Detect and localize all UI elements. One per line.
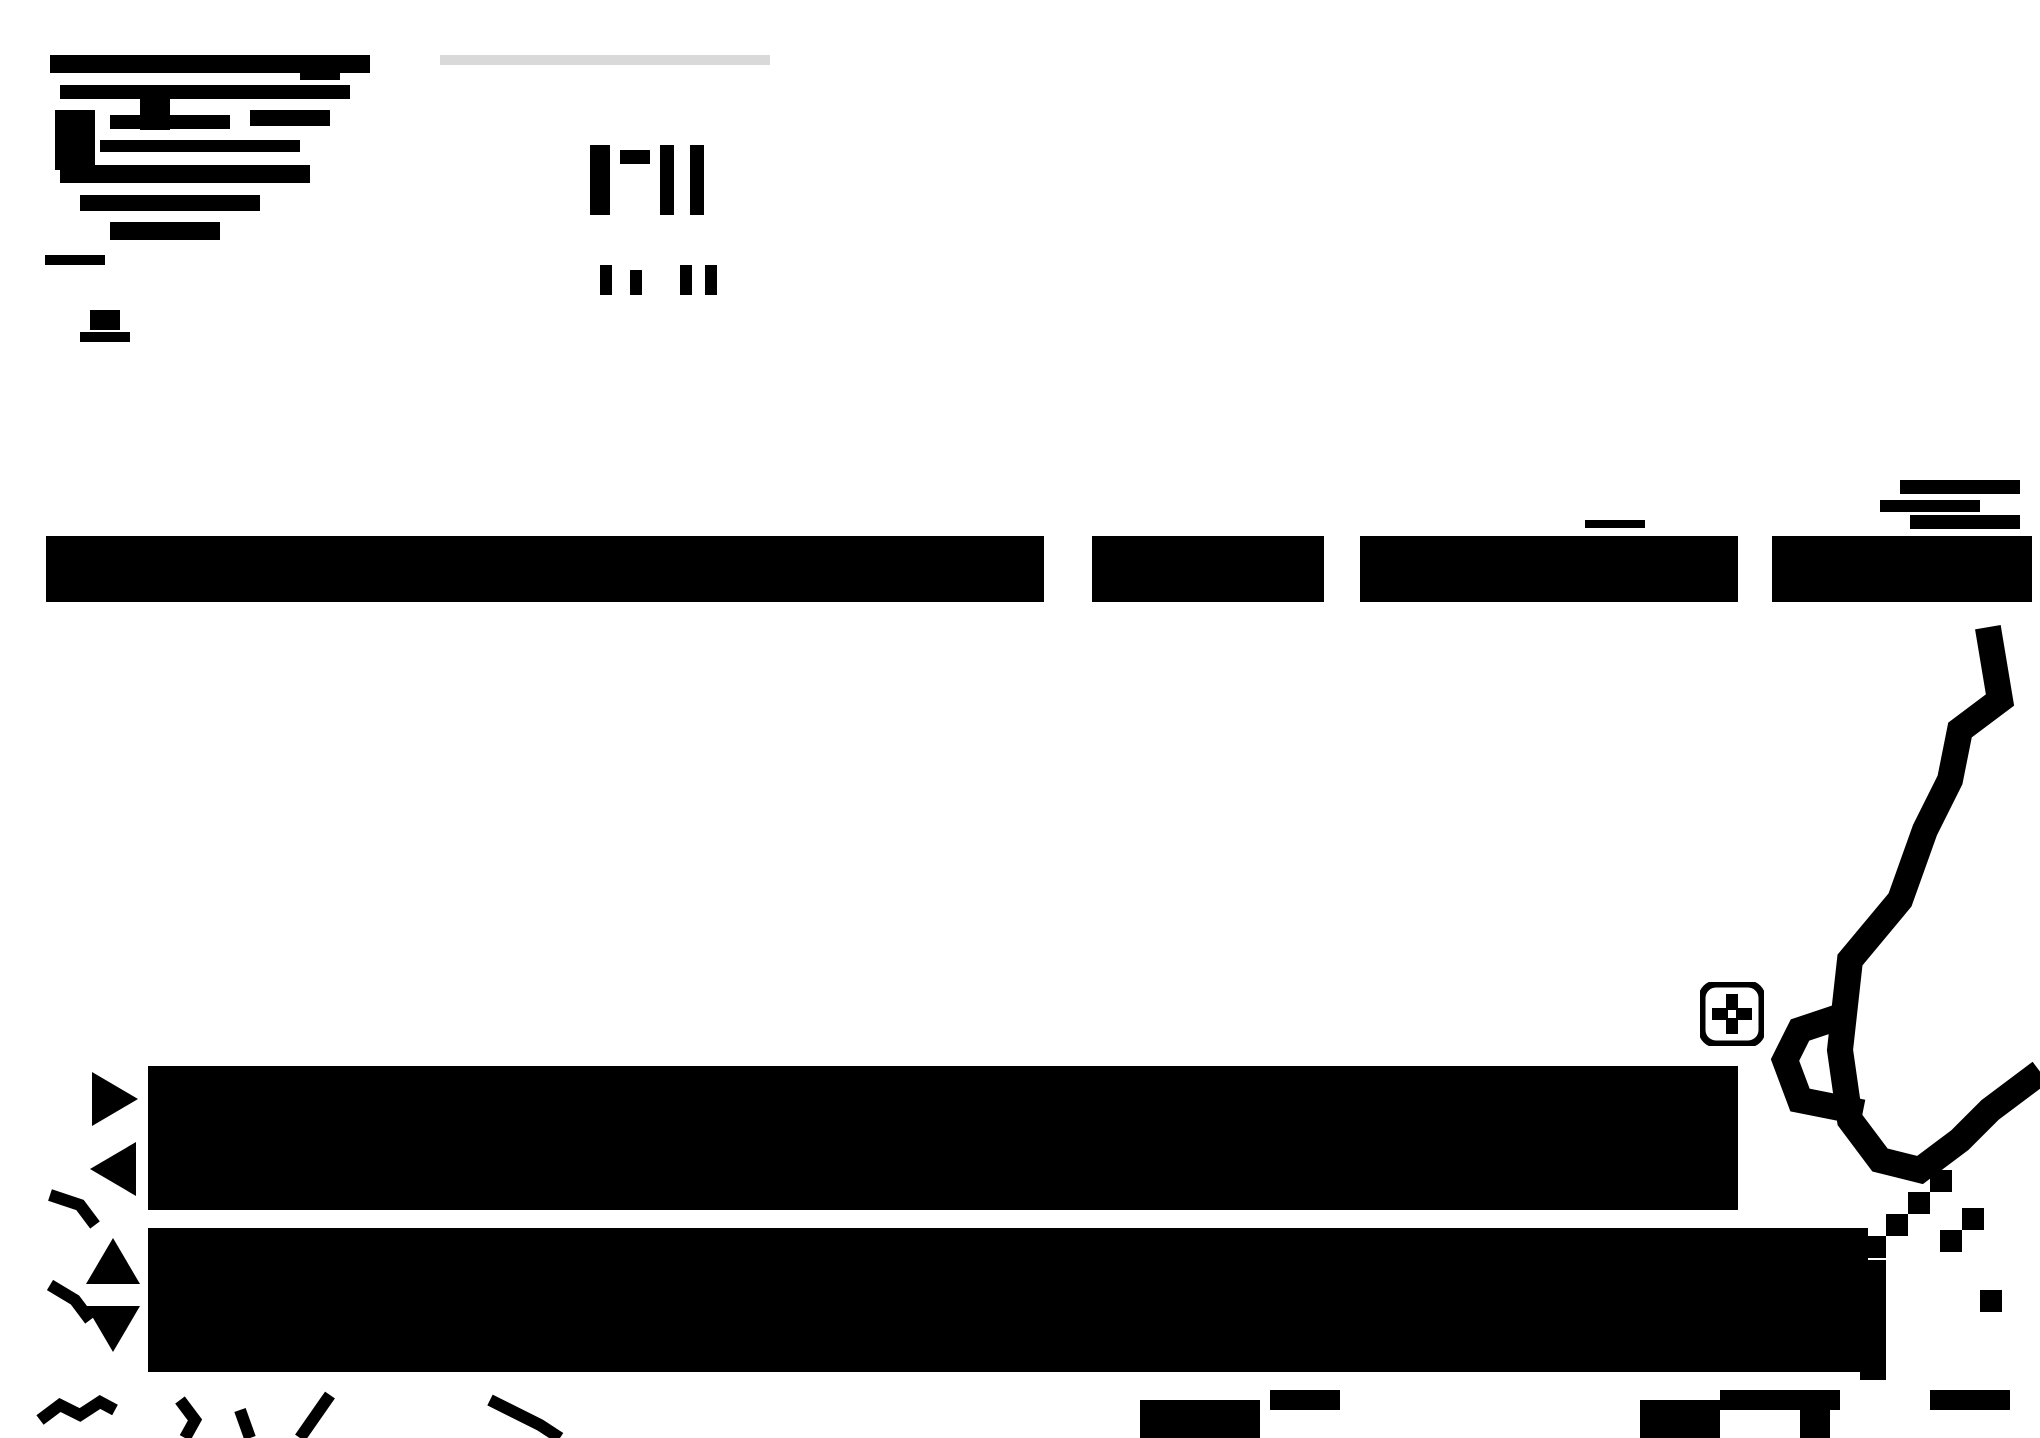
control-up-text — [158, 1232, 1858, 1300]
io-output-2 — [1772, 536, 2032, 602]
controls-up-down — [148, 1228, 1868, 1372]
controls-left-right — [148, 1066, 1738, 1210]
arrow-right-icon — [88, 1070, 140, 1128]
logo-badge — [440, 55, 770, 295]
arrow-down-icon — [84, 1302, 142, 1354]
description-line — [80, 628, 1980, 696]
description-line — [80, 900, 1980, 968]
description — [80, 628, 1980, 968]
description-line — [80, 764, 1980, 832]
glitch-face-art — [45, 55, 370, 342]
description-line — [80, 832, 1980, 900]
control-left-text — [158, 1138, 1728, 1206]
io-input-1 — [46, 536, 1044, 602]
description-line — [80, 696, 1980, 764]
head-icon — [1700, 982, 1764, 1046]
control-right-text — [158, 1070, 1728, 1138]
arrow-up-icon — [84, 1236, 142, 1288]
control-down-text — [158, 1300, 1858, 1368]
arrow-left-icon — [88, 1140, 140, 1198]
io-input-2 — [1092, 536, 1324, 602]
io-output-1 — [1360, 536, 1738, 602]
